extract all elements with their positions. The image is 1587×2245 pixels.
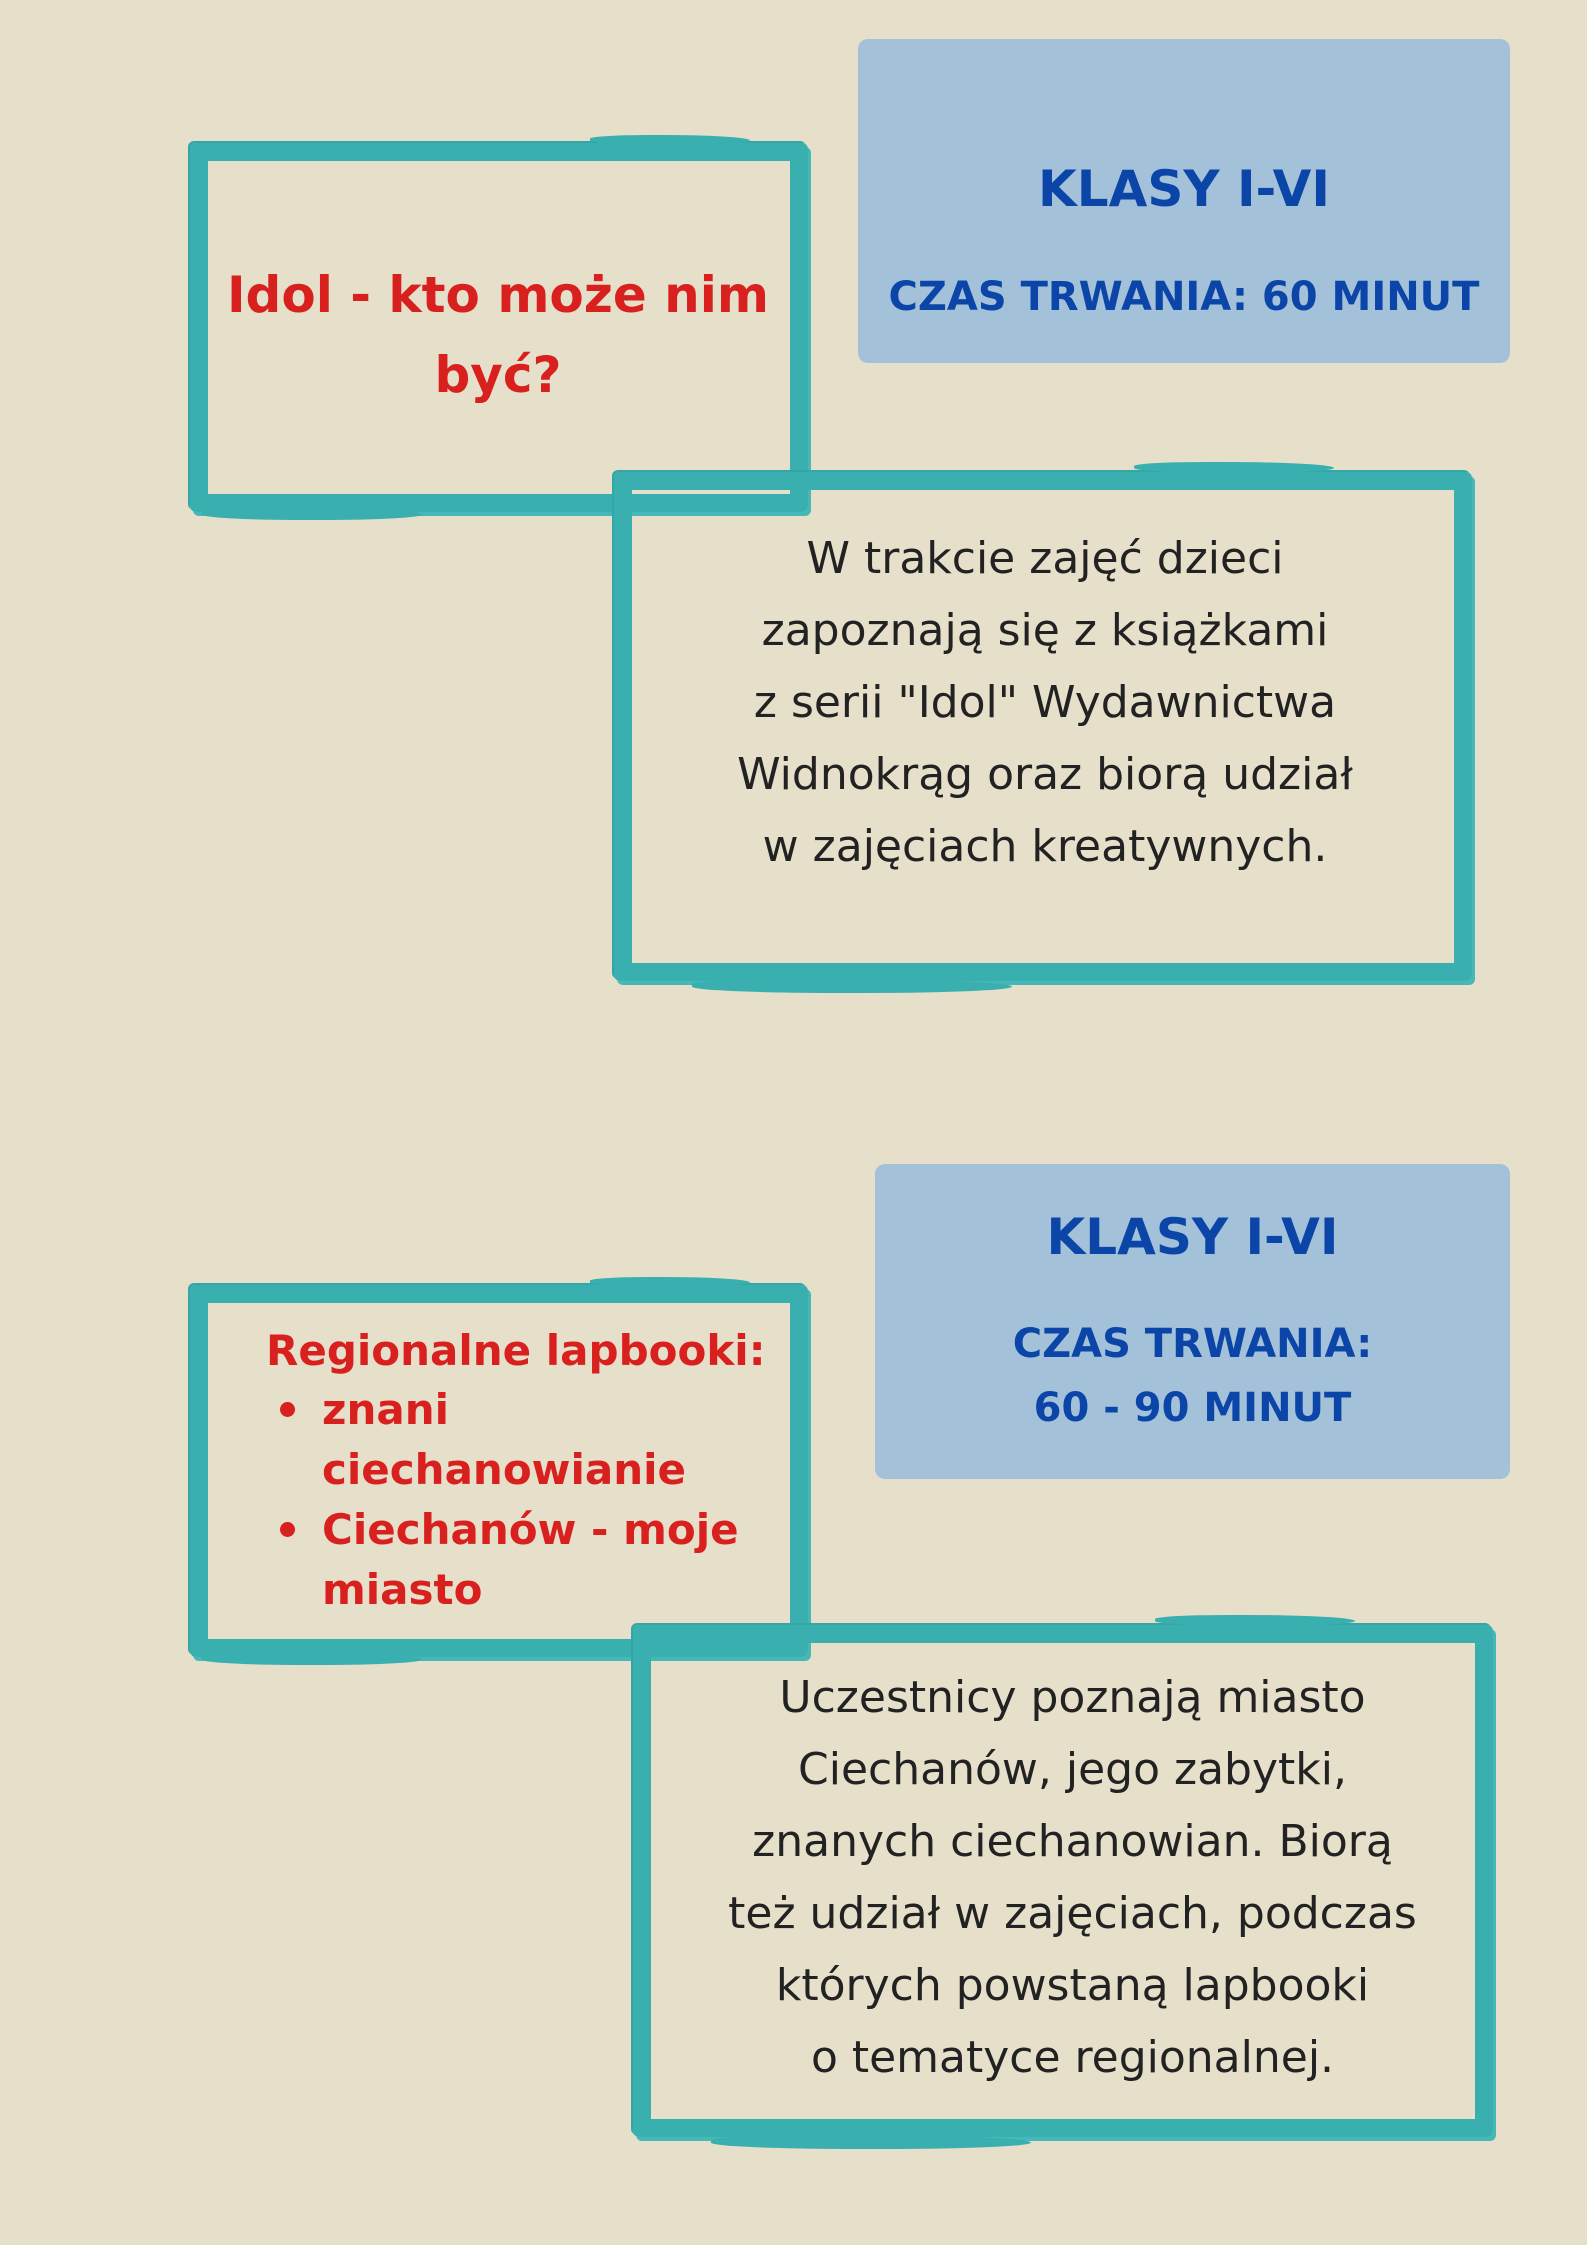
duration-line: CZAS TRWANIA: 60 MINUT <box>888 274 1480 320</box>
topic-title-2: Regionalne lapbooki: <box>266 1326 766 1375</box>
duration-line: CZAS TRWANIA: <box>1012 1321 1373 1367</box>
list-item-line: znani <box>322 1385 449 1434</box>
description-line: Uczestnicy poznają miasto <box>779 1672 1366 1723</box>
list-item-line: miasto <box>322 1565 483 1614</box>
description-line: też udział w zajęciach, podczas <box>728 1888 1417 1939</box>
description-line: Widnokrąg oraz biorą udział <box>737 749 1353 800</box>
topic-title-1 <box>198 255 798 415</box>
description-line: których powstaną lapbooki <box>775 1960 1370 2011</box>
description-1 <box>660 523 1430 883</box>
class-range-title: KLASY I-VI <box>1038 160 1330 218</box>
duration-text <box>875 1312 1510 1440</box>
topic-list <box>266 1380 786 1620</box>
list-item-line: Ciechanów - moje <box>322 1505 739 1554</box>
info-box-1 <box>858 39 1510 363</box>
list-item-line: ciechanowianie <box>322 1445 686 1494</box>
bullet-icon <box>280 1402 295 1417</box>
description-line: Ciechanów, jego zabytki, <box>798 1744 1347 1795</box>
description-line: zapoznają się z książkami <box>761 605 1329 656</box>
duration-line: 60 - 90 MINUT <box>1033 1385 1352 1431</box>
description-line: z serii "Idol" Wydawnictwa <box>753 677 1337 728</box>
description-line: W trakcie zajęć dzieci <box>806 533 1284 584</box>
description-line: o tematyce regionalnej. <box>810 2032 1335 2083</box>
topic-line: Idol - kto może nim <box>226 266 770 324</box>
topic-line: być? <box>434 346 562 404</box>
info-box-2 <box>875 1164 1510 1479</box>
description-2 <box>690 1662 1455 2094</box>
list-item <box>266 1380 786 1500</box>
class-range-title: KLASY I-VI <box>1046 1208 1339 1266</box>
bullet-icon <box>280 1522 295 1537</box>
topic-list-block-2 <box>266 1322 786 1620</box>
description-line: w zajęciach kreatywnych. <box>762 821 1328 872</box>
list-item <box>266 1500 786 1620</box>
duration-text <box>858 265 1510 329</box>
description-line: znanych ciechanowian. Biorą <box>752 1816 1393 1867</box>
